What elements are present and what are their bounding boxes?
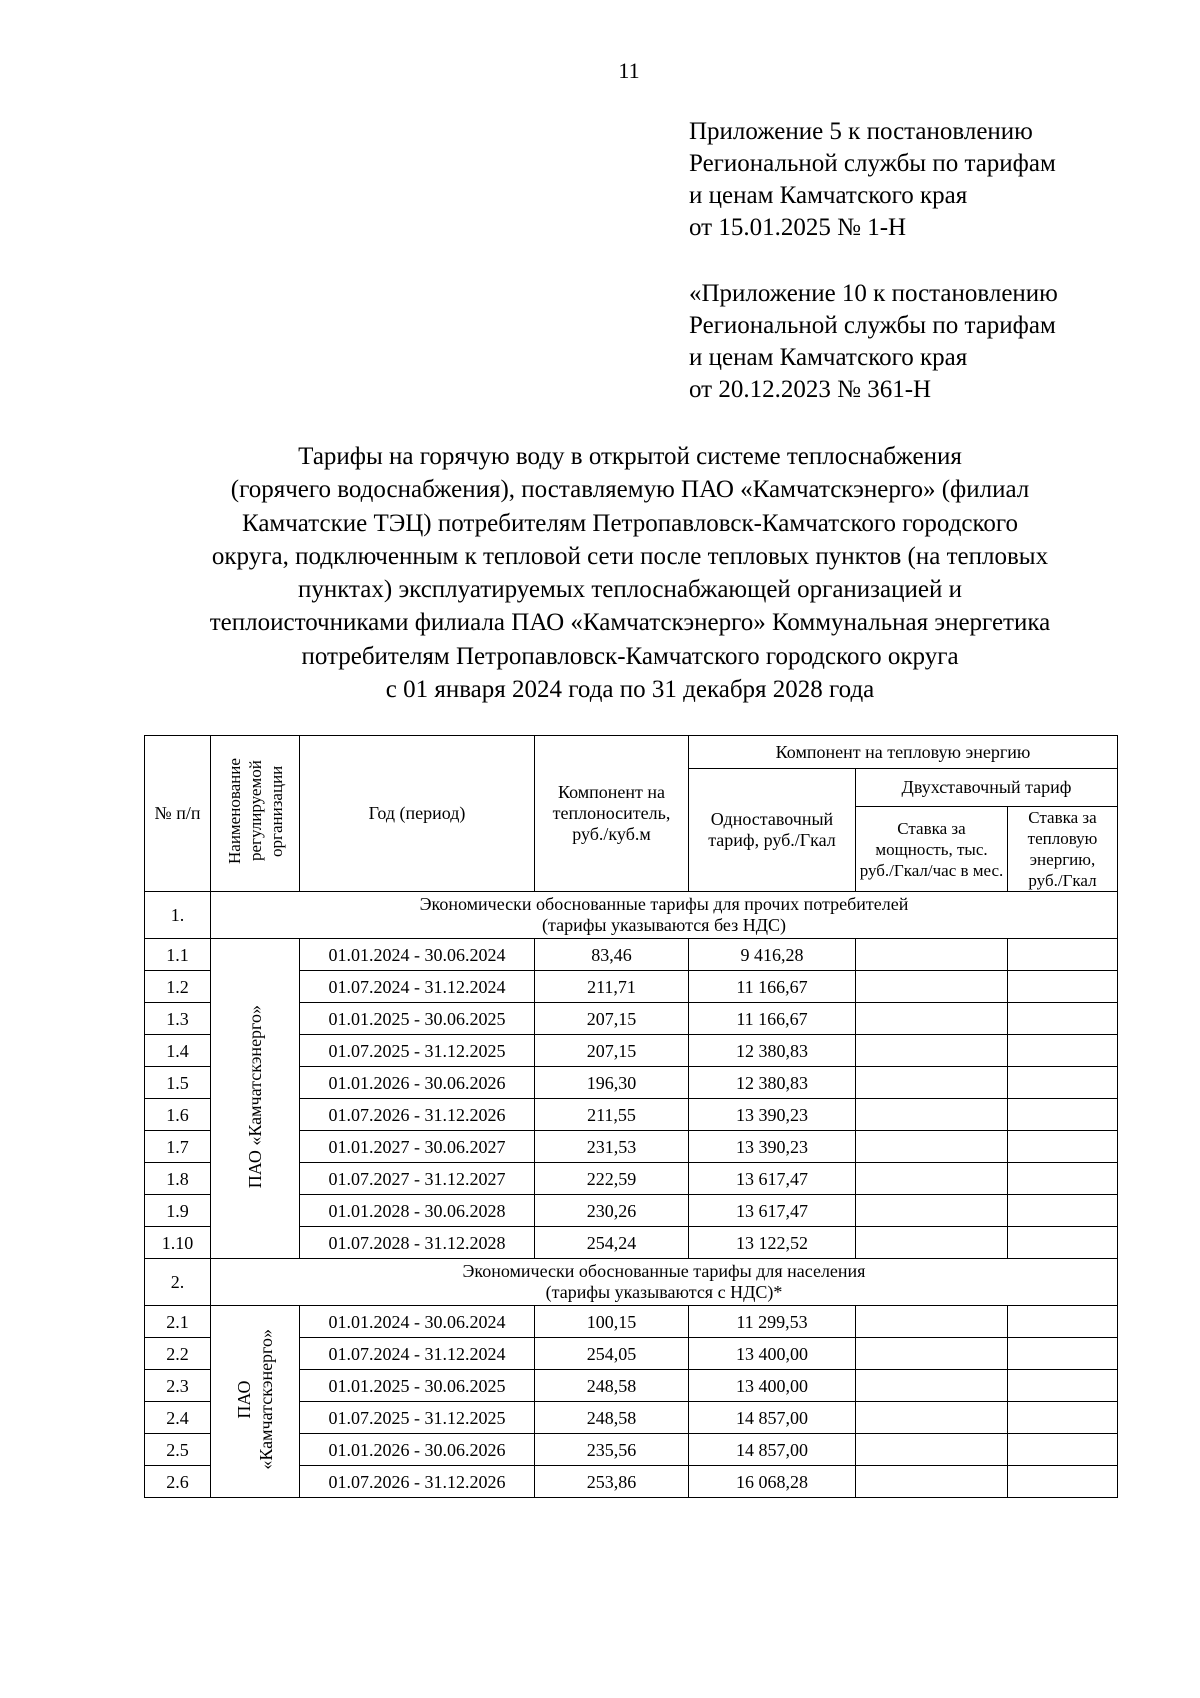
appendix-current-line: от 15.01.2025 № 1-Н [689,214,907,241]
energy-rate-value [1008,1035,1118,1067]
energy-rate-value [1008,971,1118,1003]
organization-name-cell [211,1306,300,1498]
period-cell: 01.07.2025 - 31.12.2025 [300,1402,535,1434]
capacity-rate-value [856,1163,1008,1195]
organization-name-cell [211,939,300,1259]
energy-rate-value [1008,1434,1118,1466]
single-rate-value: 12 380,83 [689,1035,856,1067]
header-capacity-rate: Ставка за мощность, тыс. руб./Гкал/час в мес. [856,807,1008,892]
energy-rate-value [1008,1195,1118,1227]
carrier-value: 100,15 [535,1306,689,1338]
capacity-rate-value [856,1035,1008,1067]
capacity-rate-value [856,1227,1008,1259]
appendix-current-line: Региональной службы по тарифам [689,150,1056,177]
single-rate-value: 14 857,00 [689,1434,856,1466]
organization-name-line: ПАО [234,1380,254,1419]
capacity-rate-value [856,1306,1008,1338]
capacity-rate-value [856,1402,1008,1434]
energy-rate-value [1008,1163,1118,1195]
row-number: 1.9 [145,1195,211,1227]
carrier-value: 211,71 [535,971,689,1003]
carrier-value: 211,55 [535,1099,689,1131]
capacity-rate-value [856,1466,1008,1498]
table-row [145,939,1118,971]
energy-rate-value [1008,1003,1118,1035]
section-number: 1. [145,892,211,939]
carrier-value: 207,15 [535,1003,689,1035]
appendix-current-reference [689,116,1159,244]
single-rate-value: 14 857,00 [689,1402,856,1434]
header-organization [211,736,300,892]
tariff-table [144,735,1118,1498]
period-cell: 01.07.2027 - 31.12.2027 [300,1163,535,1195]
appendix-original-line: и ценам Камчатского края [689,344,968,371]
section-title [211,1259,1118,1306]
carrier-value: 222,59 [535,1163,689,1195]
row-number: 1.2 [145,971,211,1003]
title-line: Тарифы на горячую воду в открытой системе теплоснабжения [298,443,962,470]
row-number: 1.6 [145,1099,211,1131]
appendix-current-line: Приложение 5 к постановлению [689,118,1033,145]
capacity-rate-value [856,971,1008,1003]
title-line: округа, подключенным к тепловой сети после тепловых пунктов (на тепловых [211,542,1049,570]
single-rate-value: 13 122,52 [689,1227,856,1259]
carrier-value: 230,26 [535,1195,689,1227]
title-line: потребителям Петропавловск-Камчатского городского округа [301,642,959,670]
capacity-rate-value [856,1067,1008,1099]
single-rate-value: 12 380,83 [689,1067,856,1099]
carrier-value: 196,30 [535,1067,689,1099]
period-cell: 01.01.2028 - 30.06.2028 [300,1195,535,1227]
period-cell: 01.01.2024 - 30.06.2024 [300,1306,535,1338]
carrier-value: 248,58 [535,1370,689,1402]
header-carrier-component: Компонент на теплоноситель, руб./куб.м [535,736,689,892]
carrier-value: 231,53 [535,1131,689,1163]
single-rate-value: 13 390,23 [689,1099,856,1131]
period-cell: 01.01.2025 - 30.06.2025 [300,1370,535,1402]
title-line: Камчатские ТЭЦ) потребителям Петропавловск-Камчатского городского [241,509,1019,537]
section-header-row [145,892,1118,939]
appendix-current-line: и ценам Камчатского края [689,182,968,209]
header-organization-text: Наименование регулируемой организации [224,758,286,864]
capacity-rate-value [856,1195,1008,1227]
row-number: 1.1 [145,939,211,971]
energy-rate-value [1008,1067,1118,1099]
capacity-rate-value [856,1338,1008,1370]
capacity-rate-value [856,1099,1008,1131]
section-title-note: (тарифы указываются с НДС)* [545,1282,783,1302]
row-number: 2.2 [145,1338,211,1370]
capacity-rate-value [856,1003,1008,1035]
appendix-original-line: от 20.12.2023 № 361-Н [689,376,932,403]
energy-rate-value [1008,1402,1118,1434]
capacity-rate-value [856,1131,1008,1163]
section-title-note: (тарифы указываются без НДС) [542,915,786,935]
carrier-value: 253,86 [535,1466,689,1498]
organization-name [244,1005,266,1188]
energy-rate-value [1008,1131,1118,1163]
energy-rate-value [1008,1227,1118,1259]
capacity-rate-value [856,939,1008,971]
page-number: 11 [618,58,640,83]
carrier-value: 235,56 [535,1434,689,1466]
header-number: № п/п [145,736,211,892]
energy-rate-value [1008,1466,1118,1498]
energy-rate-value [1008,1306,1118,1338]
title-line: (горячего водоснабжения), поставляемую ПАО «Камчатскэнерго» (филиал [230,476,1030,504]
period-cell: 01.01.2027 - 30.06.2027 [300,1131,535,1163]
row-number: 2.6 [145,1466,211,1498]
section-header-row [145,1259,1118,1306]
row-number: 1.10 [145,1227,211,1259]
organization-name-line: ПАО «Камчатскэнерго» [245,1004,265,1189]
header-energy-rate: Ставка за тепловую энергию, руб./Гкал [1008,807,1118,892]
single-rate-value: 11 166,67 [689,971,856,1003]
row-number: 1.3 [145,1003,211,1035]
header-single-rate: Одноставочный тариф, руб./Гкал [689,769,856,892]
period-cell: 01.07.2024 - 31.12.2024 [300,971,535,1003]
period-cell: 01.01.2026 - 30.06.2026 [300,1434,535,1466]
period-cell: 01.01.2025 - 30.06.2025 [300,1003,535,1035]
carrier-value: 254,05 [535,1338,689,1370]
period-cell: 01.01.2024 - 30.06.2024 [300,939,535,971]
single-rate-value: 9 416,28 [689,939,856,971]
carrier-value: 83,46 [535,939,689,971]
row-number: 1.8 [145,1163,211,1195]
row-number: 2.1 [145,1306,211,1338]
period-cell: 01.07.2025 - 31.12.2025 [300,1035,535,1067]
single-rate-value: 16 068,28 [689,1466,856,1498]
row-number: 2.3 [145,1370,211,1402]
row-number: 1.7 [145,1131,211,1163]
single-rate-value: 13 617,47 [689,1195,856,1227]
row-number: 1.5 [145,1067,211,1099]
energy-rate-value [1008,939,1118,971]
energy-rate-value [1008,1338,1118,1370]
table-row [145,1306,1118,1338]
carrier-value: 254,24 [535,1227,689,1259]
section-title-line: Экономически обоснованные тарифы для населения [462,1261,866,1281]
document-title [140,440,1120,706]
single-rate-value: 13 400,00 [689,1338,856,1370]
carrier-value: 207,15 [535,1035,689,1067]
row-number: 2.4 [145,1402,211,1434]
period-cell: 01.07.2028 - 31.12.2028 [300,1227,535,1259]
capacity-rate-value [856,1370,1008,1402]
title-line: с 01 января 2024 года по 31 декабря 2028 года [385,676,875,704]
period-cell: 01.07.2026 - 31.12.2026 [300,1099,535,1131]
appendix-original-reference [689,278,1159,406]
single-rate-value: 11 299,53 [689,1306,856,1338]
single-rate-value: 13 390,23 [689,1131,856,1163]
energy-rate-value [1008,1099,1118,1131]
period-cell: 01.01.2026 - 30.06.2026 [300,1067,535,1099]
header-period: Год (период) [300,736,535,892]
header-heat-energy-component: Компонент на тепловую энергию [689,736,1118,769]
title-line: пунктах) эксплуатируемых теплоснабжающей организацией и [297,576,963,604]
organization-name-line: «Камчатскэнерго» [256,1329,276,1470]
organization-name [233,1329,277,1470]
row-number: 1.4 [145,1035,211,1067]
header-two-part-rate: Двухставочный тариф [856,769,1118,807]
title-line: теплоисточниками филиала ПАО «Камчатскэнерго» Коммунальная энергетика [209,609,1051,637]
section-title-line: Экономически обоснованные тарифы для прочих потребителей [419,894,909,914]
capacity-rate-value [856,1434,1008,1466]
period-cell: 01.07.2024 - 31.12.2024 [300,1338,535,1370]
single-rate-value: 13 400,00 [689,1370,856,1402]
appendix-original-line: «Приложение 10 к постановлению [689,280,1058,307]
section-number: 2. [145,1259,211,1306]
appendix-original-line: Региональной службы по тарифам [689,312,1056,339]
energy-rate-value [1008,1370,1118,1402]
single-rate-value: 11 166,67 [689,1003,856,1035]
carrier-value: 248,58 [535,1402,689,1434]
period-cell: 01.07.2026 - 31.12.2026 [300,1466,535,1498]
section-title [211,892,1118,939]
row-number: 2.5 [145,1434,211,1466]
single-rate-value: 13 617,47 [689,1163,856,1195]
